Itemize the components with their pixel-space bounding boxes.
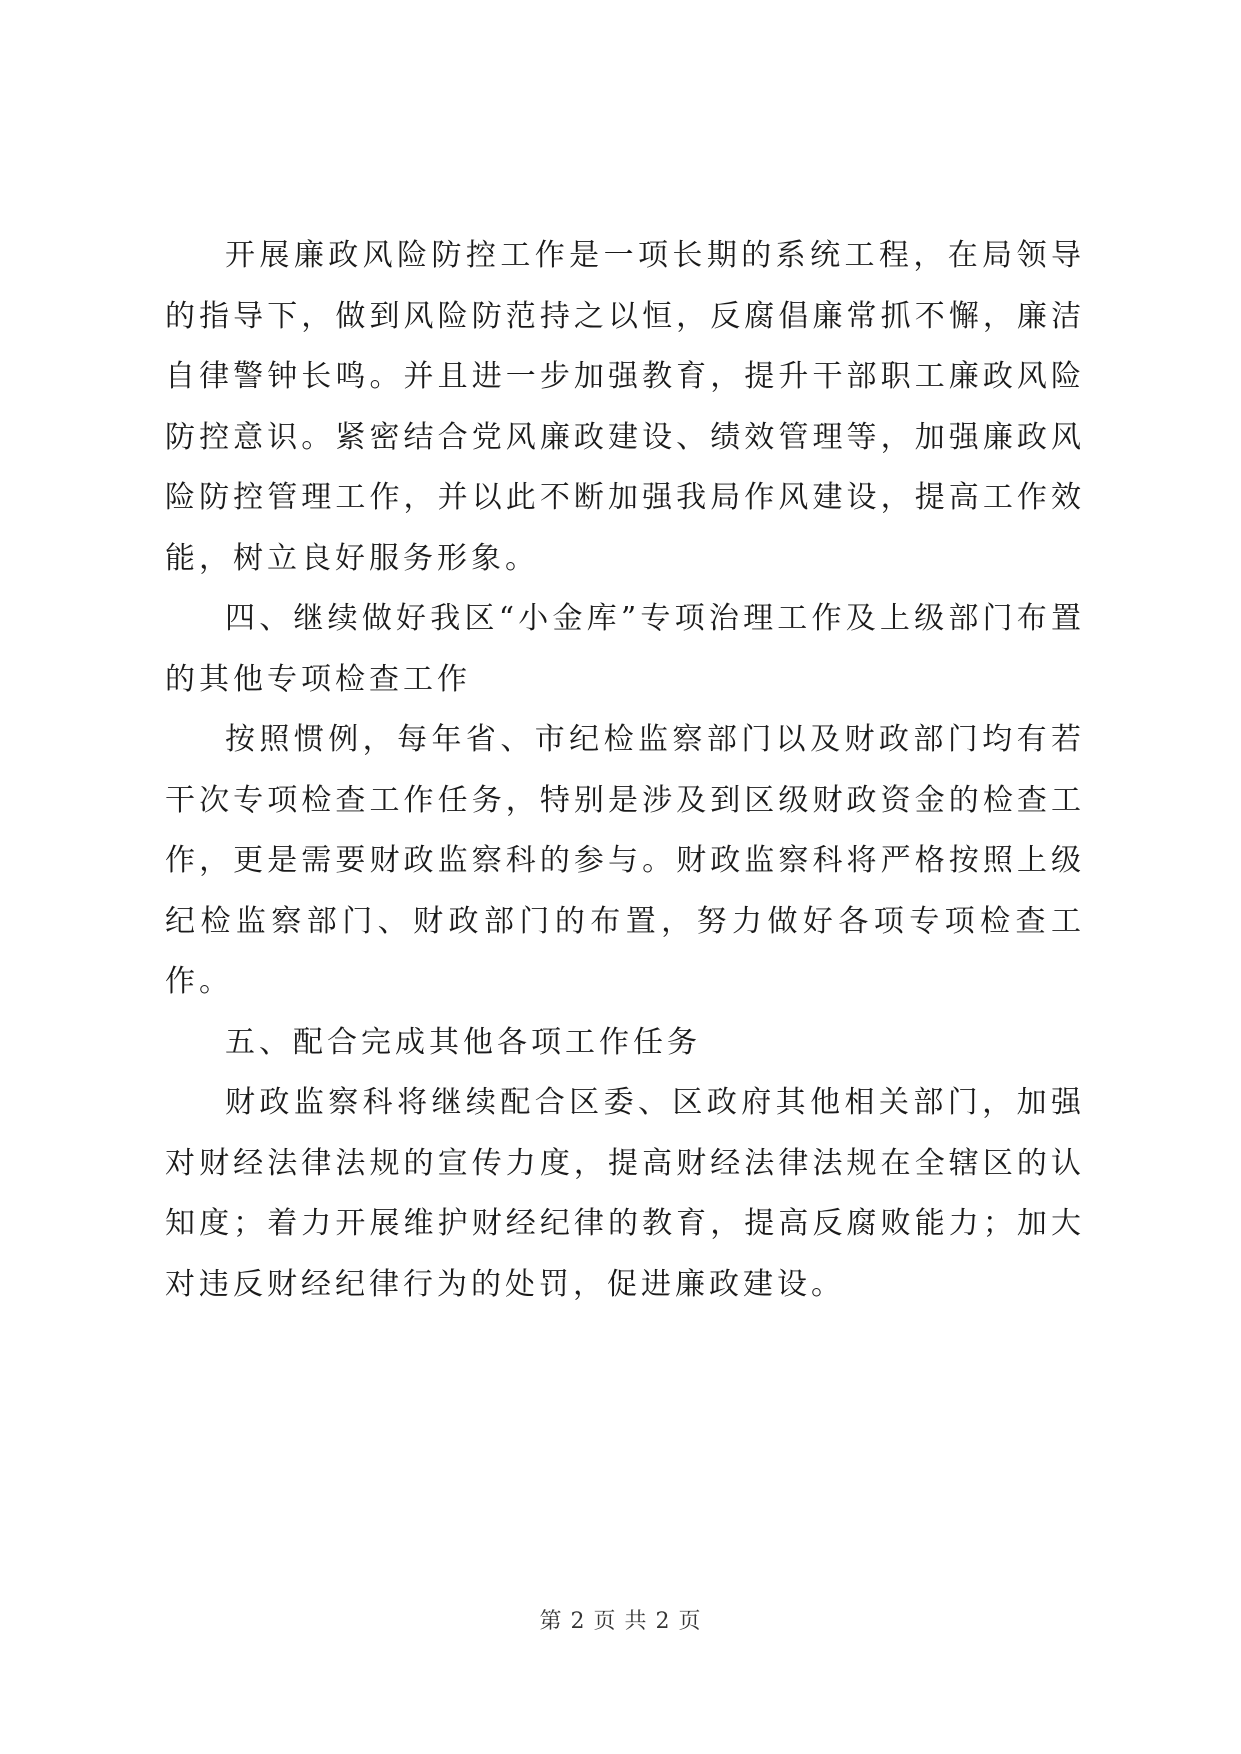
paragraph-risk-control: 开展廉政风险防控工作是一项长期的系统工程，在局领导的指导下，做到风险防范持之以恒，反腐倡廉常抓不懈，廉洁自律警钟长鸣。并且进一步加强教育，提升干部职工廉政风险防控意识。紧密结合党风廉政建设、绩效管理等，加强廉政风险防控管理工作，并以此不断加强我局作风建设，提高工作效能，树立良好服务形象。 bbox=[165, 238, 1085, 576]
section-heading-other-tasks: 五、配合完成其他各项工作任务 bbox=[225, 1024, 701, 1060]
paragraph-other-tasks: 财政监察科将继续配合区委、区政府其他相关部门，加强对财经法律法规的宣传力度，提高财经法律法规在全辖区的认知度；着力开展维护财经纪律的教育，提高反腐败能力；加大对违反财经纪律行为的处罚，促进廉政建设。 bbox=[165, 1085, 1085, 1302]
paragraph-special-inspection: 按照惯例，每年省、市纪检监察部门以及财政部门均有若干次专项检查工作任务，特别是涉及到区级财政资金的检查工作，更是需要财政监察科的参与。财政监察科将严格按照上级纪检监察部门、财政部门的布置，努力做好各项专项检查工作。 bbox=[165, 722, 1085, 999]
page-number-footer: 第 2 页 共 2 页 bbox=[539, 1609, 702, 1634]
section-heading-special-inspection: 四、继续做好我区“小金库”专项治理工作及上级部门布置的其他专项检查工作 bbox=[165, 601, 1085, 697]
document-body bbox=[165, 226, 1085, 1315]
